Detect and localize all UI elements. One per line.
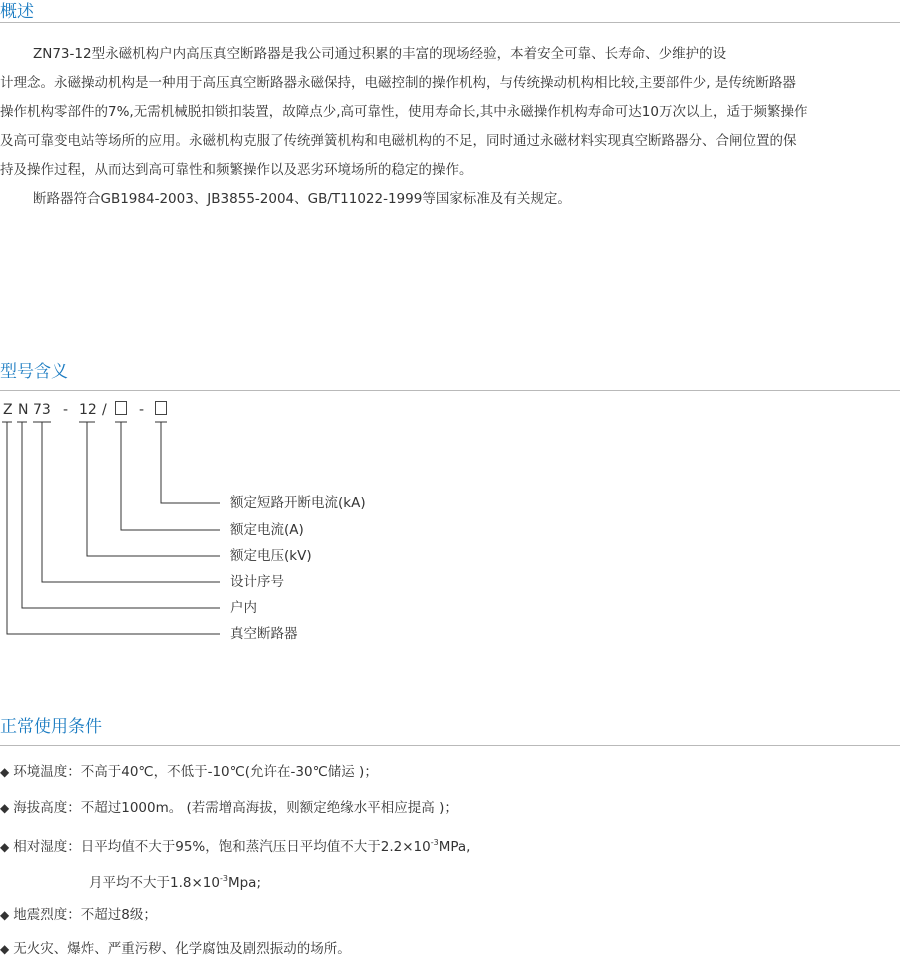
- condition-text: 月平均不大于1.8×10: [89, 875, 220, 891]
- model-part-n: N: [18, 402, 29, 418]
- condition-humidity: [0, 833, 470, 857]
- divider: [0, 745, 900, 746]
- section-title-overview: 概述: [0, 2, 34, 22]
- leader-line-rated-current: [121, 422, 220, 530]
- model-part-12: 12: [79, 402, 97, 418]
- label-rated-current: 额定电流(A): [230, 522, 304, 538]
- exponent: -3: [430, 838, 439, 847]
- condition-text: 环境温度：不高于40℃，不低于-10℃(允许在-30℃储运 )；: [13, 764, 378, 780]
- condition-text: 无火灾、爆炸、严重污秽、化学腐蚀及剧烈振动的场所。: [13, 941, 351, 957]
- standards-line: 断路器符合GB1984-2003、JB3855-2004、GB/T11022-1999等国家标准及有关规定。: [33, 191, 571, 207]
- condition-unit: MPa,: [438, 839, 471, 855]
- condition-seismic: [0, 905, 157, 925]
- label-vacuum-breaker: 真空断路器: [230, 626, 298, 642]
- section-title-conditions: 正常使用条件: [0, 717, 102, 737]
- condition-text: 地震烈度：不超过8级；: [13, 907, 157, 923]
- label-indoor: 户内: [230, 600, 257, 616]
- condition-text: 海拔高度：不超过1000m。 (若需增高海拔，则额定绝缘水平相应提高 )；: [13, 800, 458, 816]
- bullet-icon: ◆: [0, 765, 10, 779]
- bullet-icon: ◆: [0, 801, 10, 815]
- condition-unit: Mpa;: [227, 875, 261, 891]
- leader-line-breaking-current: [161, 422, 220, 503]
- exponent: -3: [219, 874, 228, 883]
- overview-line: 持及操作过程，从而达到高可靠性和频繁操作以及恶劣环境场所的稳定的操作。: [0, 162, 473, 178]
- section-title-model-meaning: 型号含义: [0, 362, 68, 382]
- bullet-icon: ◆: [0, 840, 10, 854]
- condition-humidity-month: [89, 869, 261, 893]
- bullet-icon: ◆: [0, 942, 10, 956]
- leader-line-design-number: [42, 422, 220, 582]
- overview-line: 及高可靠变电站等场所的应用。永磁机构克服了传统弹簧机构和电磁机构的不足，同时通过永磁材料实现真空断路器分、合闸位置的保: [0, 133, 797, 149]
- leader-line-vacuum: [7, 422, 220, 634]
- model-part-z: Z: [3, 402, 13, 418]
- condition-text: 相对湿度：日平均值不大于95%，饱和蒸汽压日平均值不大于2.2×10: [13, 839, 431, 855]
- label-design-number: 设计序号: [230, 574, 284, 590]
- leader-line-rated-voltage: [87, 422, 220, 556]
- model-part-dash: -: [139, 402, 145, 418]
- condition-environment: [0, 939, 351, 959]
- overview-line: 操作机构零部件的7%,无需机械脱扣锁扣装置，故障点少,高可靠性，使用寿命长,其中永磁操作机构寿命可达10万次以上，适于频繁操作: [0, 104, 808, 120]
- condition-altitude: [0, 798, 458, 818]
- label-rated-breaking-current: 额定短路开断电流(kA): [230, 495, 366, 511]
- overview-line: 计理念。永磁操动机构是一种用于高压真空断路器永磁保持，电磁控制的操作机构，与传统操动机构相比较,主要部件少, 是传统断路器: [0, 75, 796, 91]
- model-part-slash: /: [102, 402, 107, 418]
- condition-temperature: [0, 762, 378, 782]
- label-rated-voltage: 额定电压(kV): [230, 548, 312, 564]
- model-part-dash: -: [63, 402, 69, 418]
- bullet-icon: ◆: [0, 908, 10, 922]
- overview-line: ZN73-12型永磁机构户内高压真空断路器是我公司通过积累的丰富的现场经验，本着安全可靠、长寿命、少维护的设: [33, 46, 727, 62]
- model-part-73: 73: [33, 402, 51, 418]
